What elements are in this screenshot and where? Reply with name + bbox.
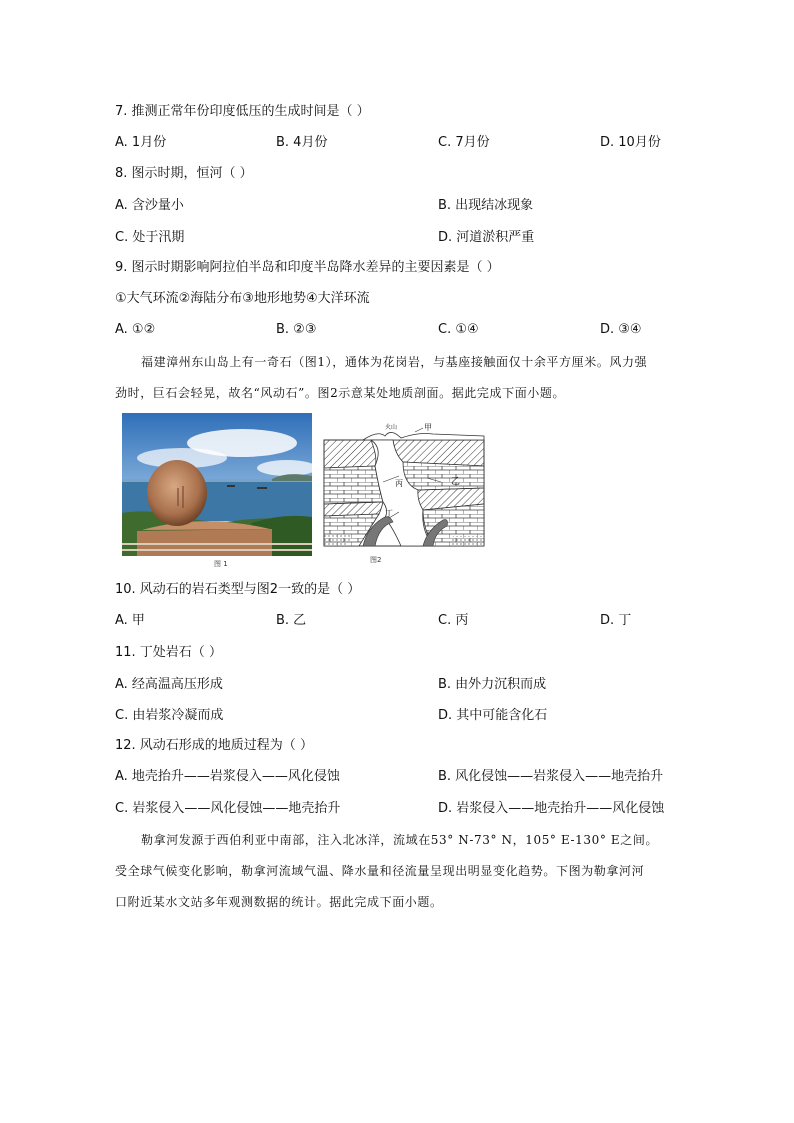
passage1-line2: 劲时，巨石会轻晃，故名“风动石”。图2示意某处地质剖面。据此完成下面小题。 <box>115 386 566 400</box>
passage2-line3: 口附近某水文站多年观测数据的统计。据此完成下面小题。 <box>115 895 443 909</box>
q12-option-a: A. 地壳抬升——岩浆侵入——风化侵蚀 <box>115 769 340 784</box>
q12-option-c: C. 岩浆侵入——风化侵蚀——地壳抬升 <box>115 801 341 816</box>
label-yi: 乙 <box>451 477 461 487</box>
q12-stem: 12. 风动石形成的地质过程为（ ） <box>115 738 313 753</box>
q7-stem: 7. 推测正常年份印度低压的生成时间是（ ） <box>115 104 370 119</box>
q8-option-c: C. 处于汛期 <box>115 230 185 245</box>
q7-option-b: B. 4月份 <box>276 135 328 150</box>
fig2-caption: 图2 <box>370 556 382 564</box>
q10-option-a: A. 甲 <box>115 613 145 628</box>
q10-option-d: D. 丁 <box>600 613 632 628</box>
q7-option-d: D. 10月份 <box>600 135 661 150</box>
q11-option-c: C. 由岩浆冷凝而成 <box>115 708 224 723</box>
label-bing: 丙 <box>395 479 403 488</box>
wind-rock-photo <box>122 413 312 556</box>
q7-option-c: C. 7月份 <box>438 135 490 150</box>
geologic-section-diagram <box>323 418 485 548</box>
q11-option-a: A. 经高温高压形成 <box>115 677 223 692</box>
q9-factors: ①大气环流②海陆分布③地形地势④大洋环流 <box>115 291 370 306</box>
q10-option-b: B. 乙 <box>276 613 307 628</box>
q11-option-d: D. 其中可能含化石 <box>438 708 548 723</box>
passage1-line1: 福建漳州东山岛上有一奇石（图1），通体为花岗岩，与基座接触面仅十余平方厘米。风力强 <box>141 355 648 369</box>
passage2-line2: 受全球气候变化影响，勒拿河流域气温、降水量和径流量呈现出明显变化趋势。下图为勒拿河河 <box>115 864 645 878</box>
passage2-line1: 勒拿河发源于西伯利亚中南部，注入北冰洋，流域在53° N-73° N，105° E-130° E之间。 <box>141 833 659 847</box>
q8-option-a: A. 含沙量小 <box>115 198 184 213</box>
fig1-caption: 图 1 <box>214 560 228 568</box>
q11-stem: 11. 丁处岩石（ ） <box>115 645 222 660</box>
q11-option-b: B. 由外力沉积而成 <box>438 677 547 692</box>
q12-option-b: B. 风化侵蚀——岩浆侵入——地壳抬升 <box>438 769 664 784</box>
label-ding: 丁 <box>385 509 393 518</box>
q9-option-c: C. ①④ <box>438 322 479 337</box>
q9-option-b: B. ②③ <box>276 322 317 337</box>
q9-option-d: D. ③④ <box>600 322 642 337</box>
label-volcano: 火山 <box>385 424 398 431</box>
q9-stem: 9. 图示时期影响阿拉伯半岛和印度半岛降水差异的主要因素是（ ） <box>115 260 500 275</box>
q8-option-d: D. 河道淤积严重 <box>438 230 535 245</box>
q8-option-b: B. 出现结冰现象 <box>438 198 534 213</box>
q9-option-a: A. ①② <box>115 322 156 337</box>
q12-option-d: D. 岩浆侵入——地壳抬升——风化侵蚀 <box>438 801 665 816</box>
q10-option-c: C. 丙 <box>438 613 469 628</box>
q10-stem: 10. 风动石的岩石类型与图2一致的是（ ） <box>115 582 361 597</box>
q7-option-a: A. 1月份 <box>115 135 167 150</box>
q8-stem: 8. 图示时期，恒河（ ） <box>115 166 253 181</box>
label-jia: 甲 <box>424 423 432 432</box>
